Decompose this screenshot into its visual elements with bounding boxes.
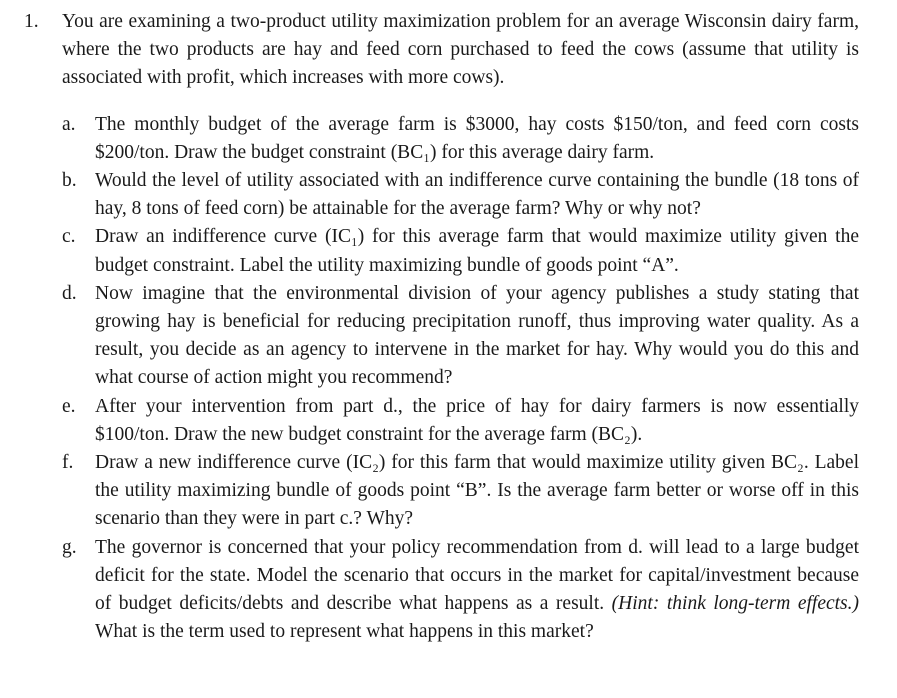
part-text: Draw an indifference curve (IC₁) for this average farm that would maximize utility given the budget constraint. Label the utility maximizing bundle of goods point “A”.	[95, 226, 859, 276]
question-text: You are examining a two-product utility maximization problem for an average Wisconsin dairy farm, where the two products are hay and feed corn purchased to feed the cows (assume that utility is associated with profit, which increases with more cows).	[62, 11, 859, 89]
part-f	[62, 449, 859, 534]
part-text: The monthly budget of the average farm is $3000, hay costs $150/ton, and feed corn costs $200/ton. Draw the budget constraint (BC₁) for this average dairy farm.	[95, 113, 859, 163]
part-e	[62, 393, 859, 449]
question-number: 1.	[24, 11, 39, 32]
part-c	[62, 223, 859, 279]
part-text-after: What is the term used to represent what happens in this market?	[95, 621, 594, 643]
part-a	[62, 111, 859, 167]
part-label: e.	[62, 395, 76, 417]
part-text: Would the level of utility associated with an indifference curve containing the bundle (18 tons of hay, 8 tons of feed corn) be attainable for the average farm? Why or why not?	[95, 170, 859, 220]
part-label: b.	[62, 170, 77, 192]
part-label: c.	[62, 226, 76, 248]
part-text	[95, 534, 859, 647]
part-label: d.	[62, 282, 77, 304]
part-text: After your intervention from part d., the price of hay for dairy farmers is now essentially $100/ton. Draw the new budget constraint for the average farm (BC₂).	[95, 395, 859, 445]
part-g	[62, 534, 859, 647]
part-d	[62, 280, 859, 393]
part-text: Now imagine that the environmental division of your agency publishes a study stating that growing hay is beneficial for reducing precipitation runoff, thus improving water quality. As a result, you decide as an agency to intervene in the market for hay. Why would you do this and what course of action might you recommend?	[95, 282, 859, 389]
part-text-before: The governor is concerned that your policy recommendation from d. will lead to a large budget deficit for the state. Model the scenario that occurs in the market for capital/investment because of budget deficits/debts and describe what happens as a result.	[95, 536, 859, 615]
part-label: a.	[62, 113, 76, 135]
hint-text: (Hint: think long-term effects.)	[611, 593, 860, 615]
part-b	[62, 167, 859, 223]
part-text: Draw a new indifference curve (IC₂) for this farm that would maximize utility given BC₂. Label the utility maximizing bundle of goods point “B”. Is the average farm better or worse off in this scenario than they were in part c.? Why?	[95, 452, 859, 530]
question-1	[24, 8, 859, 93]
question-parts	[62, 111, 859, 647]
part-label: f.	[62, 452, 74, 474]
part-label: g.	[62, 536, 77, 558]
